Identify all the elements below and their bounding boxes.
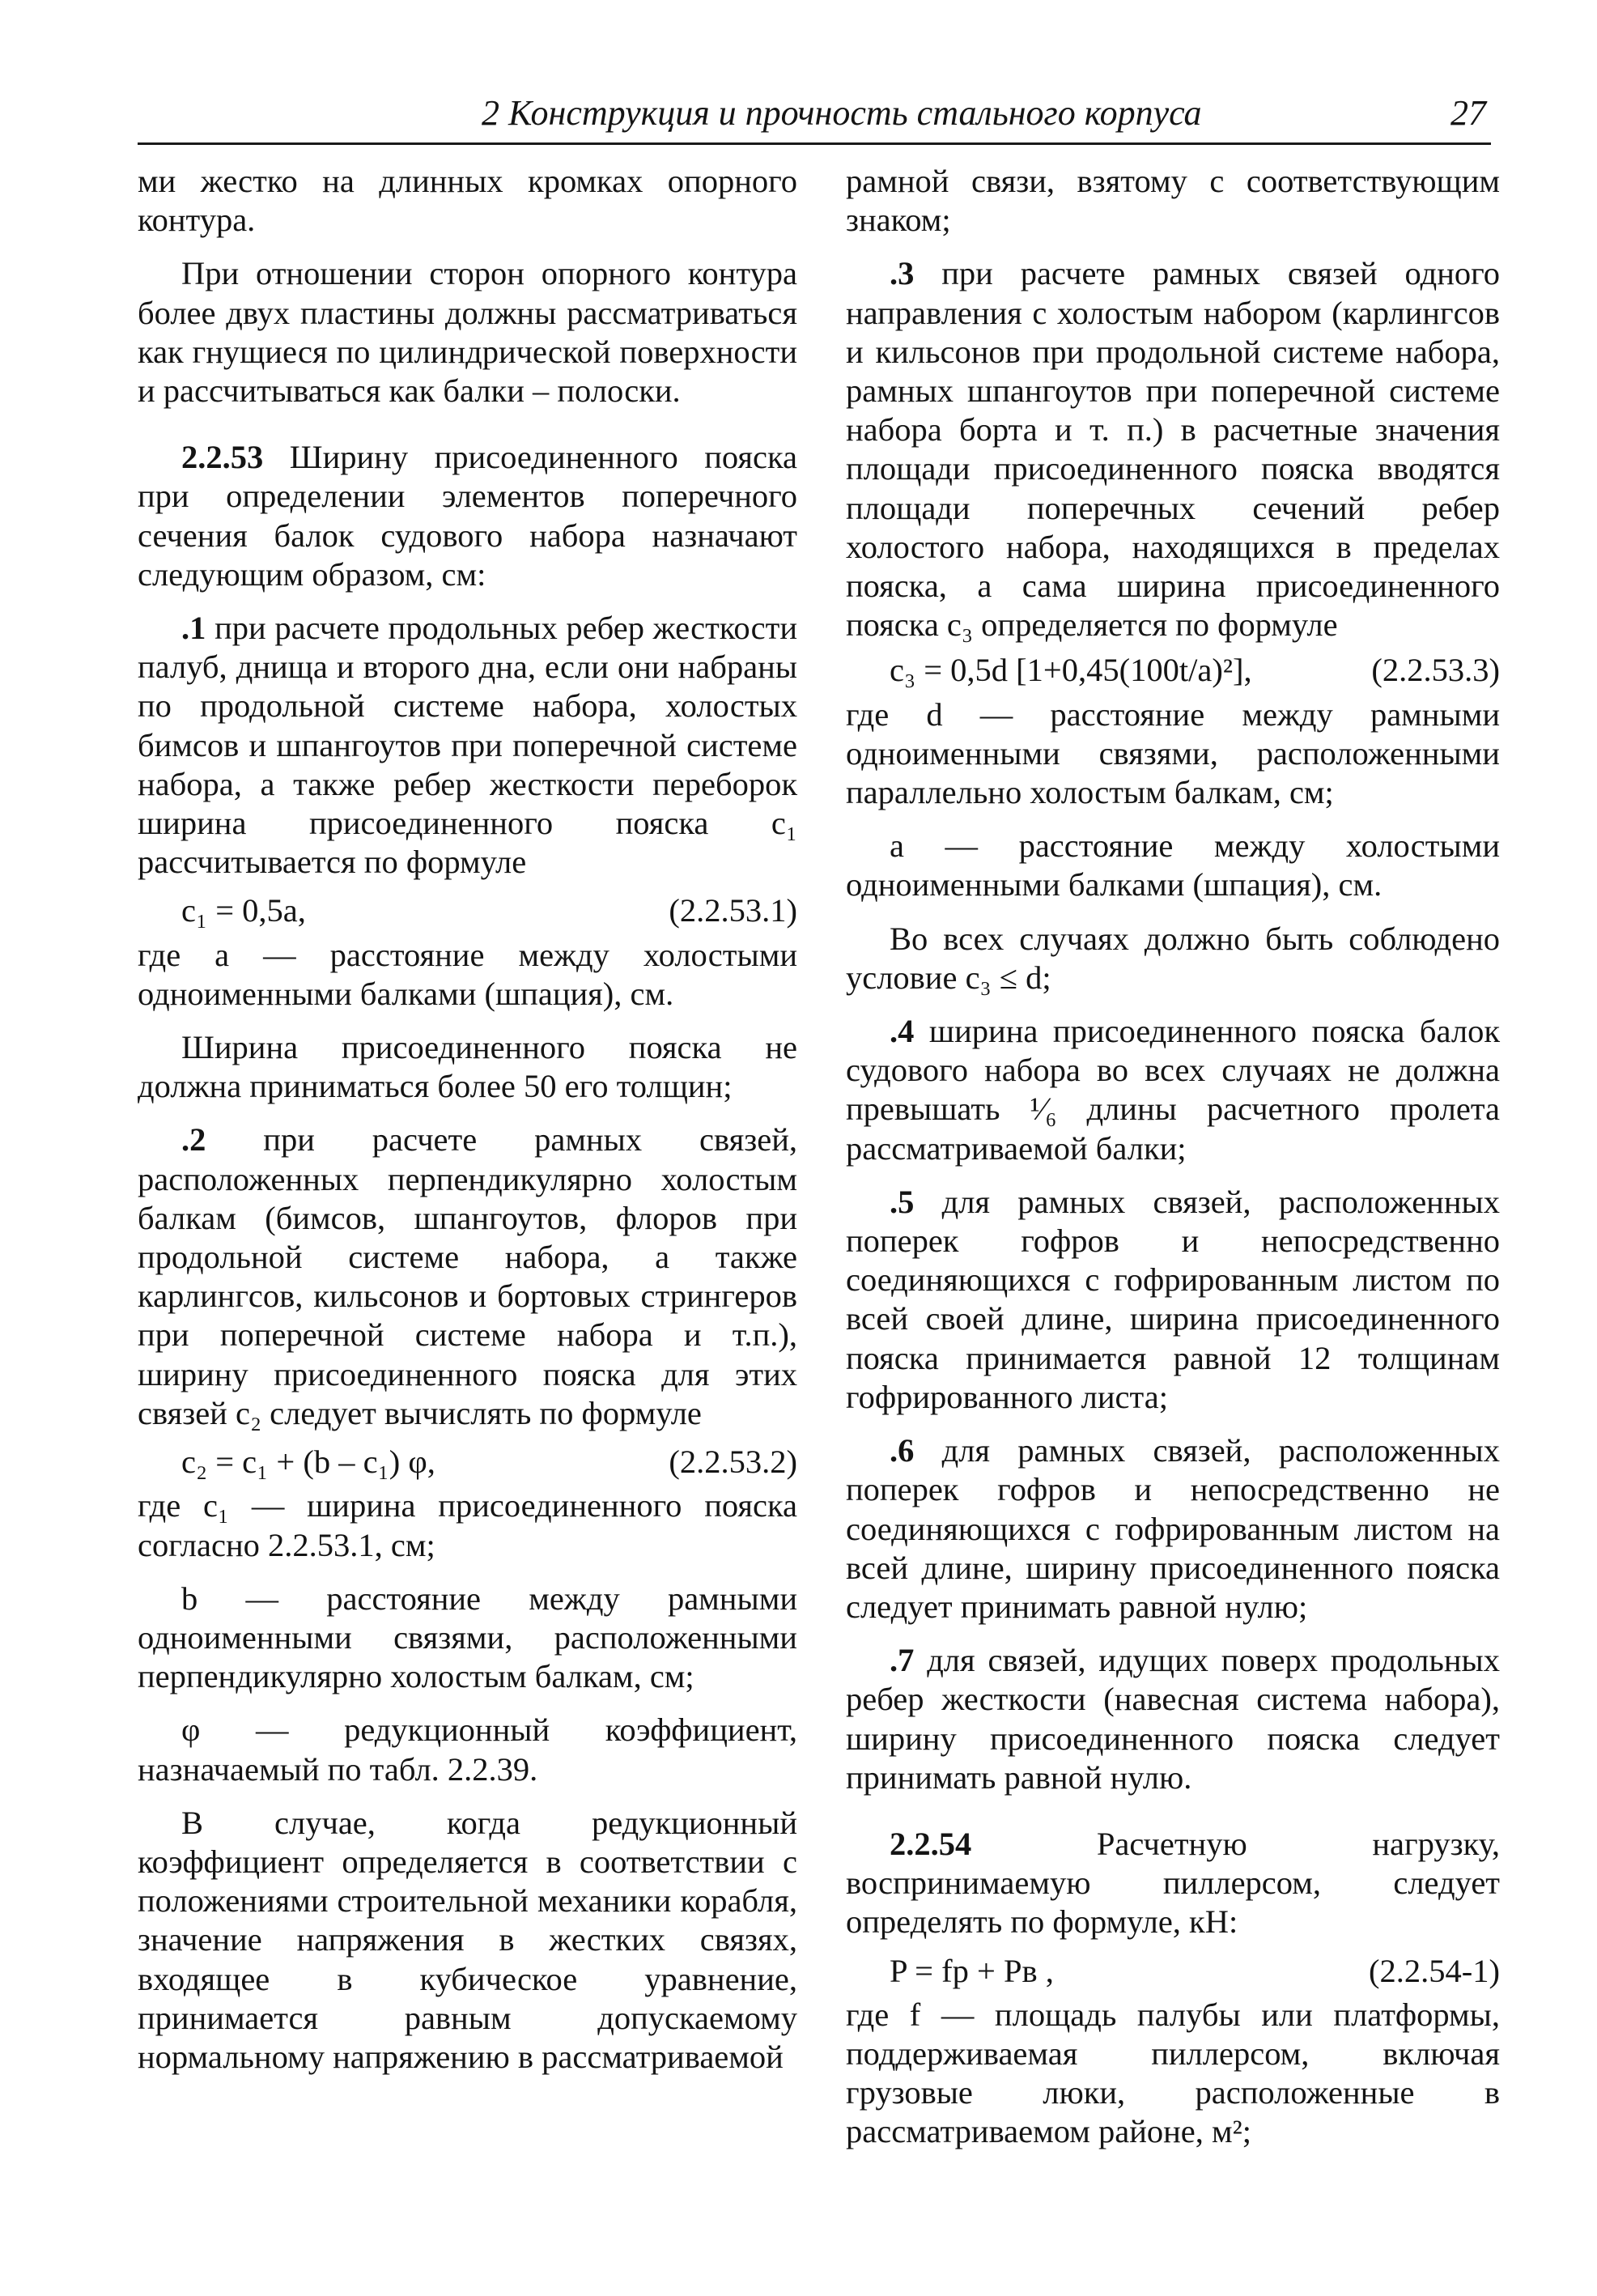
paragraph: φ — редукционный коэффициент, назначаемый по табл. 2.2.39.: [138, 1711, 797, 1788]
section-number: 2.2.53: [181, 439, 264, 476]
formula-number: (2.2.53.3): [1371, 652, 1500, 689]
paragraph-text: при расчете рамных связей одного направления с холостым набором (карлингсов и кильсонов при продольной системе набора, рамных шпангоутов при поперечной системе набора борта и т. п.) в расчетные значения площади присоединенного пояска вводятся площади поперечных сечений ребер холостого набора, находящихся в пределах пояска, а сама ширина присоединенного пояска c₃ определяется по формуле: [846, 255, 1500, 644]
item-number: .6: [890, 1432, 915, 1469]
formula-expression: c₁ = 0,5a,: [181, 892, 306, 929]
page-number: 27: [1450, 93, 1486, 133]
paragraph-text: для связей, идущих поверх продольных ребер жесткости (навесная система набора), ширину присоединенного пояска следует принимать равной нулю.: [846, 1642, 1500, 1796]
paragraph: где f — площадь палубы или платформы, поддерживаемая пиллерсом, включая грузовые люки, расположенные в рассматриваемом районе, м²;: [846, 1996, 1500, 2150]
paragraph: При отношении сторон опорного контура более двух пластины должны рассматриваться как гнущиеся по цилиндрической поверхности и рассчитываться как балки – полоски.: [138, 255, 797, 410]
item-paragraph: [846, 1431, 1500, 1626]
formula-expression: c₃ = 0,5d [1+0,45(100t/a)²],: [890, 652, 1252, 689]
item-paragraph: [138, 1120, 797, 1433]
item-number: .1: [181, 610, 206, 647]
formula-expression: P = fp + Pв ,: [890, 1952, 1054, 1989]
formula-number: (2.2.53.2): [669, 1444, 797, 1481]
paragraph: где d — расстояние между рамными одноименными связями, расположенными параллельно холостым балкам, см;: [846, 695, 1500, 811]
paragraph-text: при расчете рамных связей, расположенных перпендикулярно холостым балкам (бимсов, шпангоутов, флоров при продольной системе набора, а также карлингсов, кильсонов и бортовых стрингеров при поперечной системе набора и т.п.), ширину присоединенного пояска для этих связей c₂ следует вычислять по формуле: [138, 1121, 797, 1431]
item-paragraph: [846, 1183, 1500, 1417]
paragraph: где a — расстояние между холостыми одноименными балками (шпация), см.: [138, 936, 797, 1012]
paragraph: рамной связи, взятому с соответствующим знаком;: [846, 163, 1500, 239]
formula-row: [138, 1443, 797, 1482]
formula-row: [138, 891, 797, 930]
formula-row: [846, 1952, 1500, 1991]
paragraph: где c₁ — ширина присоединенного пояска согласно 2.2.53.1, см;: [138, 1487, 797, 1563]
item-number: .4: [890, 1013, 915, 1050]
item-paragraph: [846, 254, 1500, 644]
section-number: 2.2.54: [890, 1825, 972, 1862]
paragraph-text: ширина присоединенного пояска балок судового набора во всех случаях не должна превышать ¹⁄₆ длины расчетного пролета рассматриваемой балки;: [846, 1013, 1500, 1167]
paragraph-text: для рамных связей, расположенных поперек гофров и непосредственно соединяющихся с гофрированным листом по всей своей длине, ширина присоединенного пояска принимается равной 12 толщинам гофрированного листа;: [846, 1183, 1500, 1415]
paragraph: ми жестко на длинных кромках опорного контура.: [138, 163, 797, 239]
section-paragraph: [846, 1825, 1500, 1942]
item-number: .7: [890, 1642, 915, 1679]
item-number: .2: [181, 1121, 206, 1159]
page-header: [138, 89, 1491, 145]
item-paragraph: [846, 1012, 1500, 1168]
left-column: [138, 162, 797, 2077]
running-title: 2 Конструкция и прочность стального корпуса: [482, 93, 1202, 133]
paragraph-text: Расчетную нагрузку, воспринимаемую пиллерсом, следует определять по формуле, кН:: [846, 1825, 1500, 1941]
item-paragraph: [138, 609, 797, 882]
item-number: .5: [890, 1183, 915, 1220]
right-column: [846, 162, 1500, 2152]
paragraph-text: при расчете продольных ребер жесткости палуб, днища и второго дна, если они набраны по продольной системе набора, холостых бимсов и шпангоутов при поперечной системе набора, а также ребер жесткости переборок ширина присоединенного пояска c₁ рассчитывается по формуле: [138, 610, 797, 881]
item-paragraph: [846, 1641, 1500, 1797]
formula-row: [846, 651, 1500, 690]
paragraph-text: Ширину присоединенного пояска при определении элементов поперечного сечения балок судового набора назначают следующим образом, см:: [138, 439, 797, 593]
formula-expression: c₂ = c₁ + (b – c₁) φ,: [181, 1444, 435, 1481]
paragraph: Во всех случаях должно быть соблюдено условие c₃ ≤ d;: [846, 920, 1500, 996]
paragraph: b — расстояние между рамными одноименными связями, расположенными перпендикулярно холостым балкам, см;: [138, 1580, 797, 1695]
paragraph: В случае, когда редукционный коэффициент определяется в соответствии с положениями строительной механики корабля, значение напряжения в жестких связях, входящее в кубическое уравнение, принимается равным допускаемому нормальному напряжению в рассматриваемой: [138, 1804, 797, 2075]
paragraph: a — расстояние между холостыми одноименными балками (шпация), см.: [846, 827, 1500, 904]
formula-number: (2.2.53.1): [669, 892, 797, 929]
paragraph: Ширина присоединенного пояска не должна приниматься более 50 его толщин;: [138, 1029, 797, 1105]
section-paragraph: [138, 438, 797, 594]
paragraph-text: для рамных связей, расположенных поперек гофров и непосредственно не соединяющихся с гофрированным листом на всей длине, ширину присоединенного пояска следует принимать равной нулю;: [846, 1432, 1500, 1625]
formula-number: (2.2.54-1): [1369, 1952, 1500, 1989]
item-number: .3: [890, 255, 915, 292]
